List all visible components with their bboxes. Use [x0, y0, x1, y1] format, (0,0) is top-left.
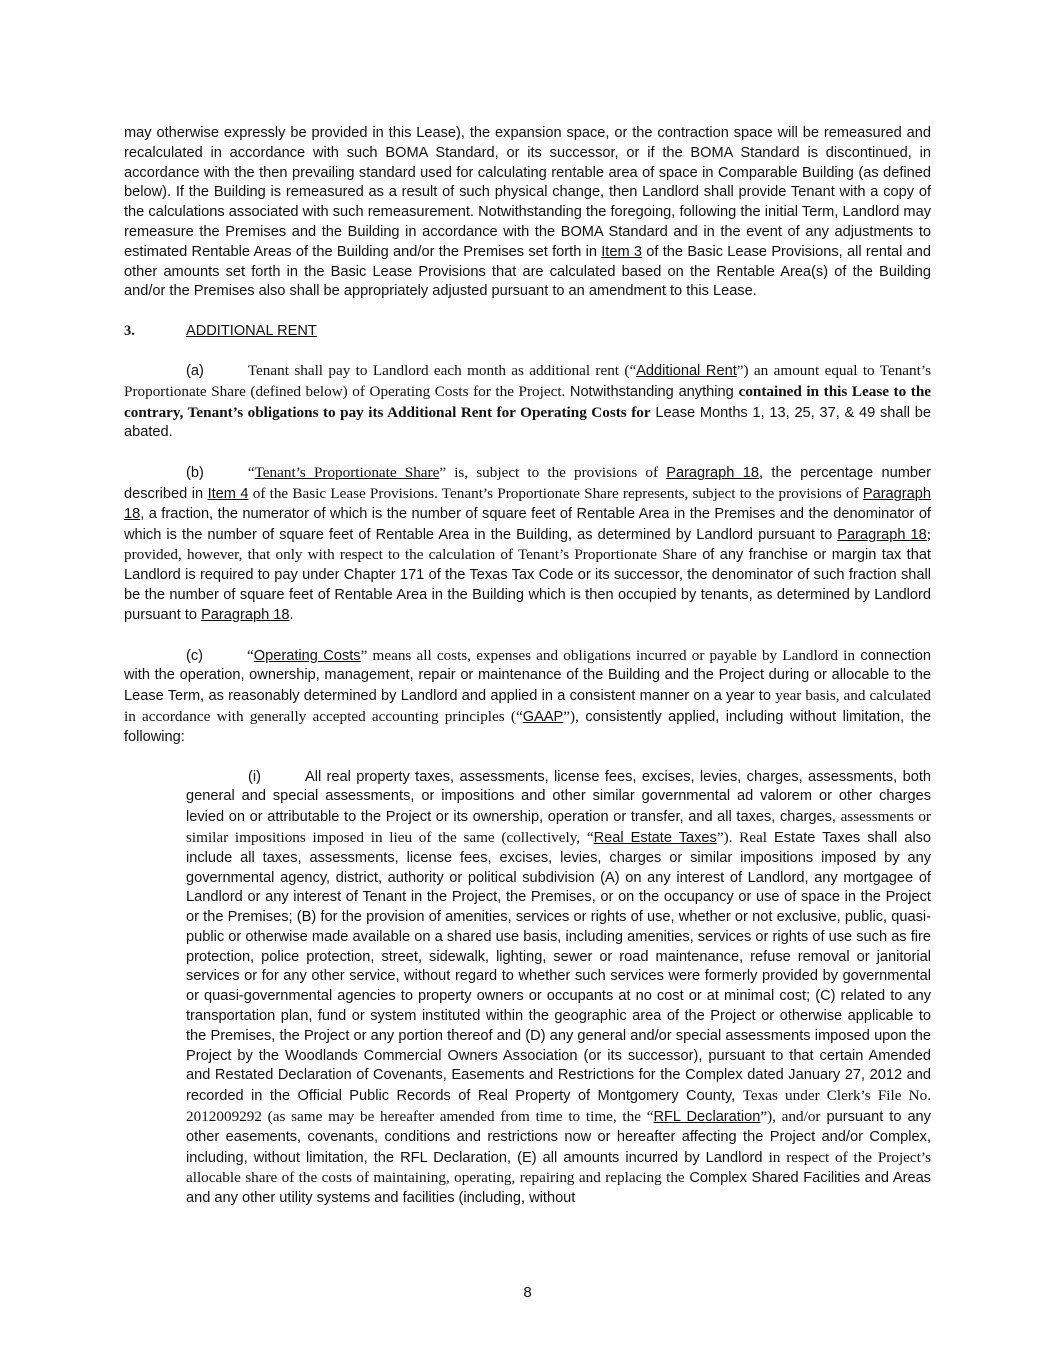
item-4-reference: Item 4 — [207, 485, 249, 502]
intro-paragraph: may otherwise expressly be provided in this Lease), the expansion space, or the contraction space will be remeasured and recalculated in accordance with such BOMA Standard, or its successor, or if the BOMA Standard is discontinued, in accordance with the then prevailing standard used for calculating rentable area of space in Comparable Building (as defined below). If the Building is remeasured as a result of such physical change, then Landlord shall provide Tenant with a copy of the calculations associated with such remeasurement. Notwithstanding the foregoing, following the initial Term, Landlord may remeasure the Premises and the Building in accordance with the BOMA Standard and in the event of any adjustments to estimated Rentable Areas of the Building and/or the Premises set forth in Item 3 of the Basic Lease Provisions, all rental and other amounts set forth in the Basic Lease Provisions that are calculated based on the Rentable Area(s) of the Building and/or the Premises also shall be appropriately adjusted pursuant to an amendment to this Lease. — [124, 125, 931, 300]
paragraph-b-label: (b) — [186, 465, 204, 482]
paragraph-18-reference: Paragraph 18 — [124, 485, 931, 522]
abatement-bold-text: contained in this Lease to the contrary, Tenant’s obligations to pay its Additional Rent for Operating Costs for — [124, 382, 932, 421]
paragraph-18-reference: Paragraph 18 — [201, 606, 290, 623]
gaap-term: GAAP — [522, 708, 564, 725]
paragraph-c: (c) “Operating Costs” means all costs, expenses and obligations incurred or payable by Landlord in connection with the operation, ownership, management, repair or maintenance of the Building and the Project during or allocable to the Lease Term, as reasonably determined by Landlord and applied in a consistent manner on a year to year basis, and calculated in accordance with generally accepted accounting principles (“GAAP”), consistently applied, including without limitation, the following: — [124, 646, 932, 745]
section-heading — [124, 322, 931, 342]
paragraph-18-reference: Paragraph 18 — [666, 465, 759, 482]
paragraph-a: (a) Tenant shall pay to Landlord each month as additional rent (“Additional Rent”) an amount equal to Tenant’s Proportionate Share (defined below) of Operating Costs for the Project. Notwithstanding anything contained in this Lease to the contrary, Tenant’s obligations to pay its Additional Rent for Operating Costs for Lease Months 1, 13, 25, 37, & 49 shall be abated. — [124, 361, 932, 441]
real-estate-taxes-term: Real Estate Taxes — [593, 829, 717, 846]
paragraph-18-reference: Paragraph 18 — [837, 526, 927, 543]
paragraph-b: (b) “Tenant’s Proportionate Share” is, subject to the provisions of Paragraph 18, the percentage number described in Item 4 of the Basic Lease Provisions. Tenant’s Proportionate Share represents, subject to the provisions of Paragraph 18, a fraction, the numerator of which is the number of square feet of Rentable Area in the Premises and the denominator of which is the number of square feet of Rentable Area in the Building, as determined by Landlord pursuant to Paragraph 18; provided, however, that only with respect to the calculation of Tenant’s Proportionate Share of any franchise or margin tax that Landlord is required to pay under Chapter 171 of the Texas Tax Code or its successor, the denominator of such fraction shall be the number of square feet of Rentable Area in the Building which is then occupied by tenants, as determined by Landlord pursuant to Paragraph 18. — [124, 464, 931, 623]
proportionate-share-term: Tenant’s Proportionate Share — [254, 464, 440, 482]
document-page — [124, 124, 931, 1229]
rfl-declaration-term: RFL Declaration — [653, 1109, 761, 1126]
paragraph-a-label: (a) — [186, 362, 204, 379]
paragraph-c-i-label: (i) — [248, 768, 261, 785]
additional-rent-term: Additional Rent — [636, 362, 737, 379]
section-title: ADDITIONAL RENT — [186, 323, 317, 340]
paragraph-c-i: (i) All real property taxes, assessments, license fees, excises, levies, charges, assessments, both general and special assessments, or impositions and other similar governmental ad valorem or other charges levied on or attributable to the Project or its ownership, operation or transfer, and all taxes, charges, assessments or similar impositions imposed in lieu of the same (collectively, “Real Estate Taxes”). Real Estate Taxes shall also include all taxes, assessments, license fees, excises, levies, charges or similar impositions imposed by any governmental agency, district, authority or political subdivision (A) on any interest of Landlord, any mortgagee of Landlord or any interest of Tenant in the Project, the Premises, or on the occupancy or use of space in the Project or the Premises; (B) for the provision of amenities, services or rights of use, whether or not exclusive, public, quasi-public or otherwise made available on a shared use basis, including amenities, services or rights of use such as fire protection, police protection, street, sidewalk, lighting, sewer or road maintenance, refuse removal or janitorial services or for any other service, without regard to whether such services were formerly provided by governmental or quasi-governmental agencies to property owners or occupants at no cost or at minimal cost; (C) related to any transportation plan, fund or system instituted within the geographic area of the Project or otherwise applicable to the Premises, the Project or any portion thereof and (D) any general and/or special assessments imposed upon the Project by the Woodlands Commercial Owners Association (or its successor), pursuant to that certain Amended and Restated Declaration of Covenants, Easements and Restrictions for the Complex dated January 27, 2012 and recorded in the Official Public Records of Real Property of Montgomery County, Texas under Clerk’s File No. 2012009292 (as same may be hereafter amended from time to time, the “RFL Declaration”), and/or pursuant to any other easements, covenants, conditions and restrictions now or hereafter affecting the Project and/or Complex, including, without limitation, the RFL Declaration, (E) all amounts incurred by Landlord in respect of the Project’s allocable share of the costs of maintaining, operating, repairing and replacing the Complex Shared Facilities and Areas and any other utility systems and facilities (including, without — [186, 768, 932, 1207]
paragraph-c-label: (c) — [186, 647, 204, 664]
section-number: 3. — [124, 323, 135, 340]
item-3-reference: Item 3 — [601, 243, 643, 260]
operating-costs-term: Operating Costs — [253, 647, 361, 664]
page-number: 8 — [523, 1284, 532, 1301]
